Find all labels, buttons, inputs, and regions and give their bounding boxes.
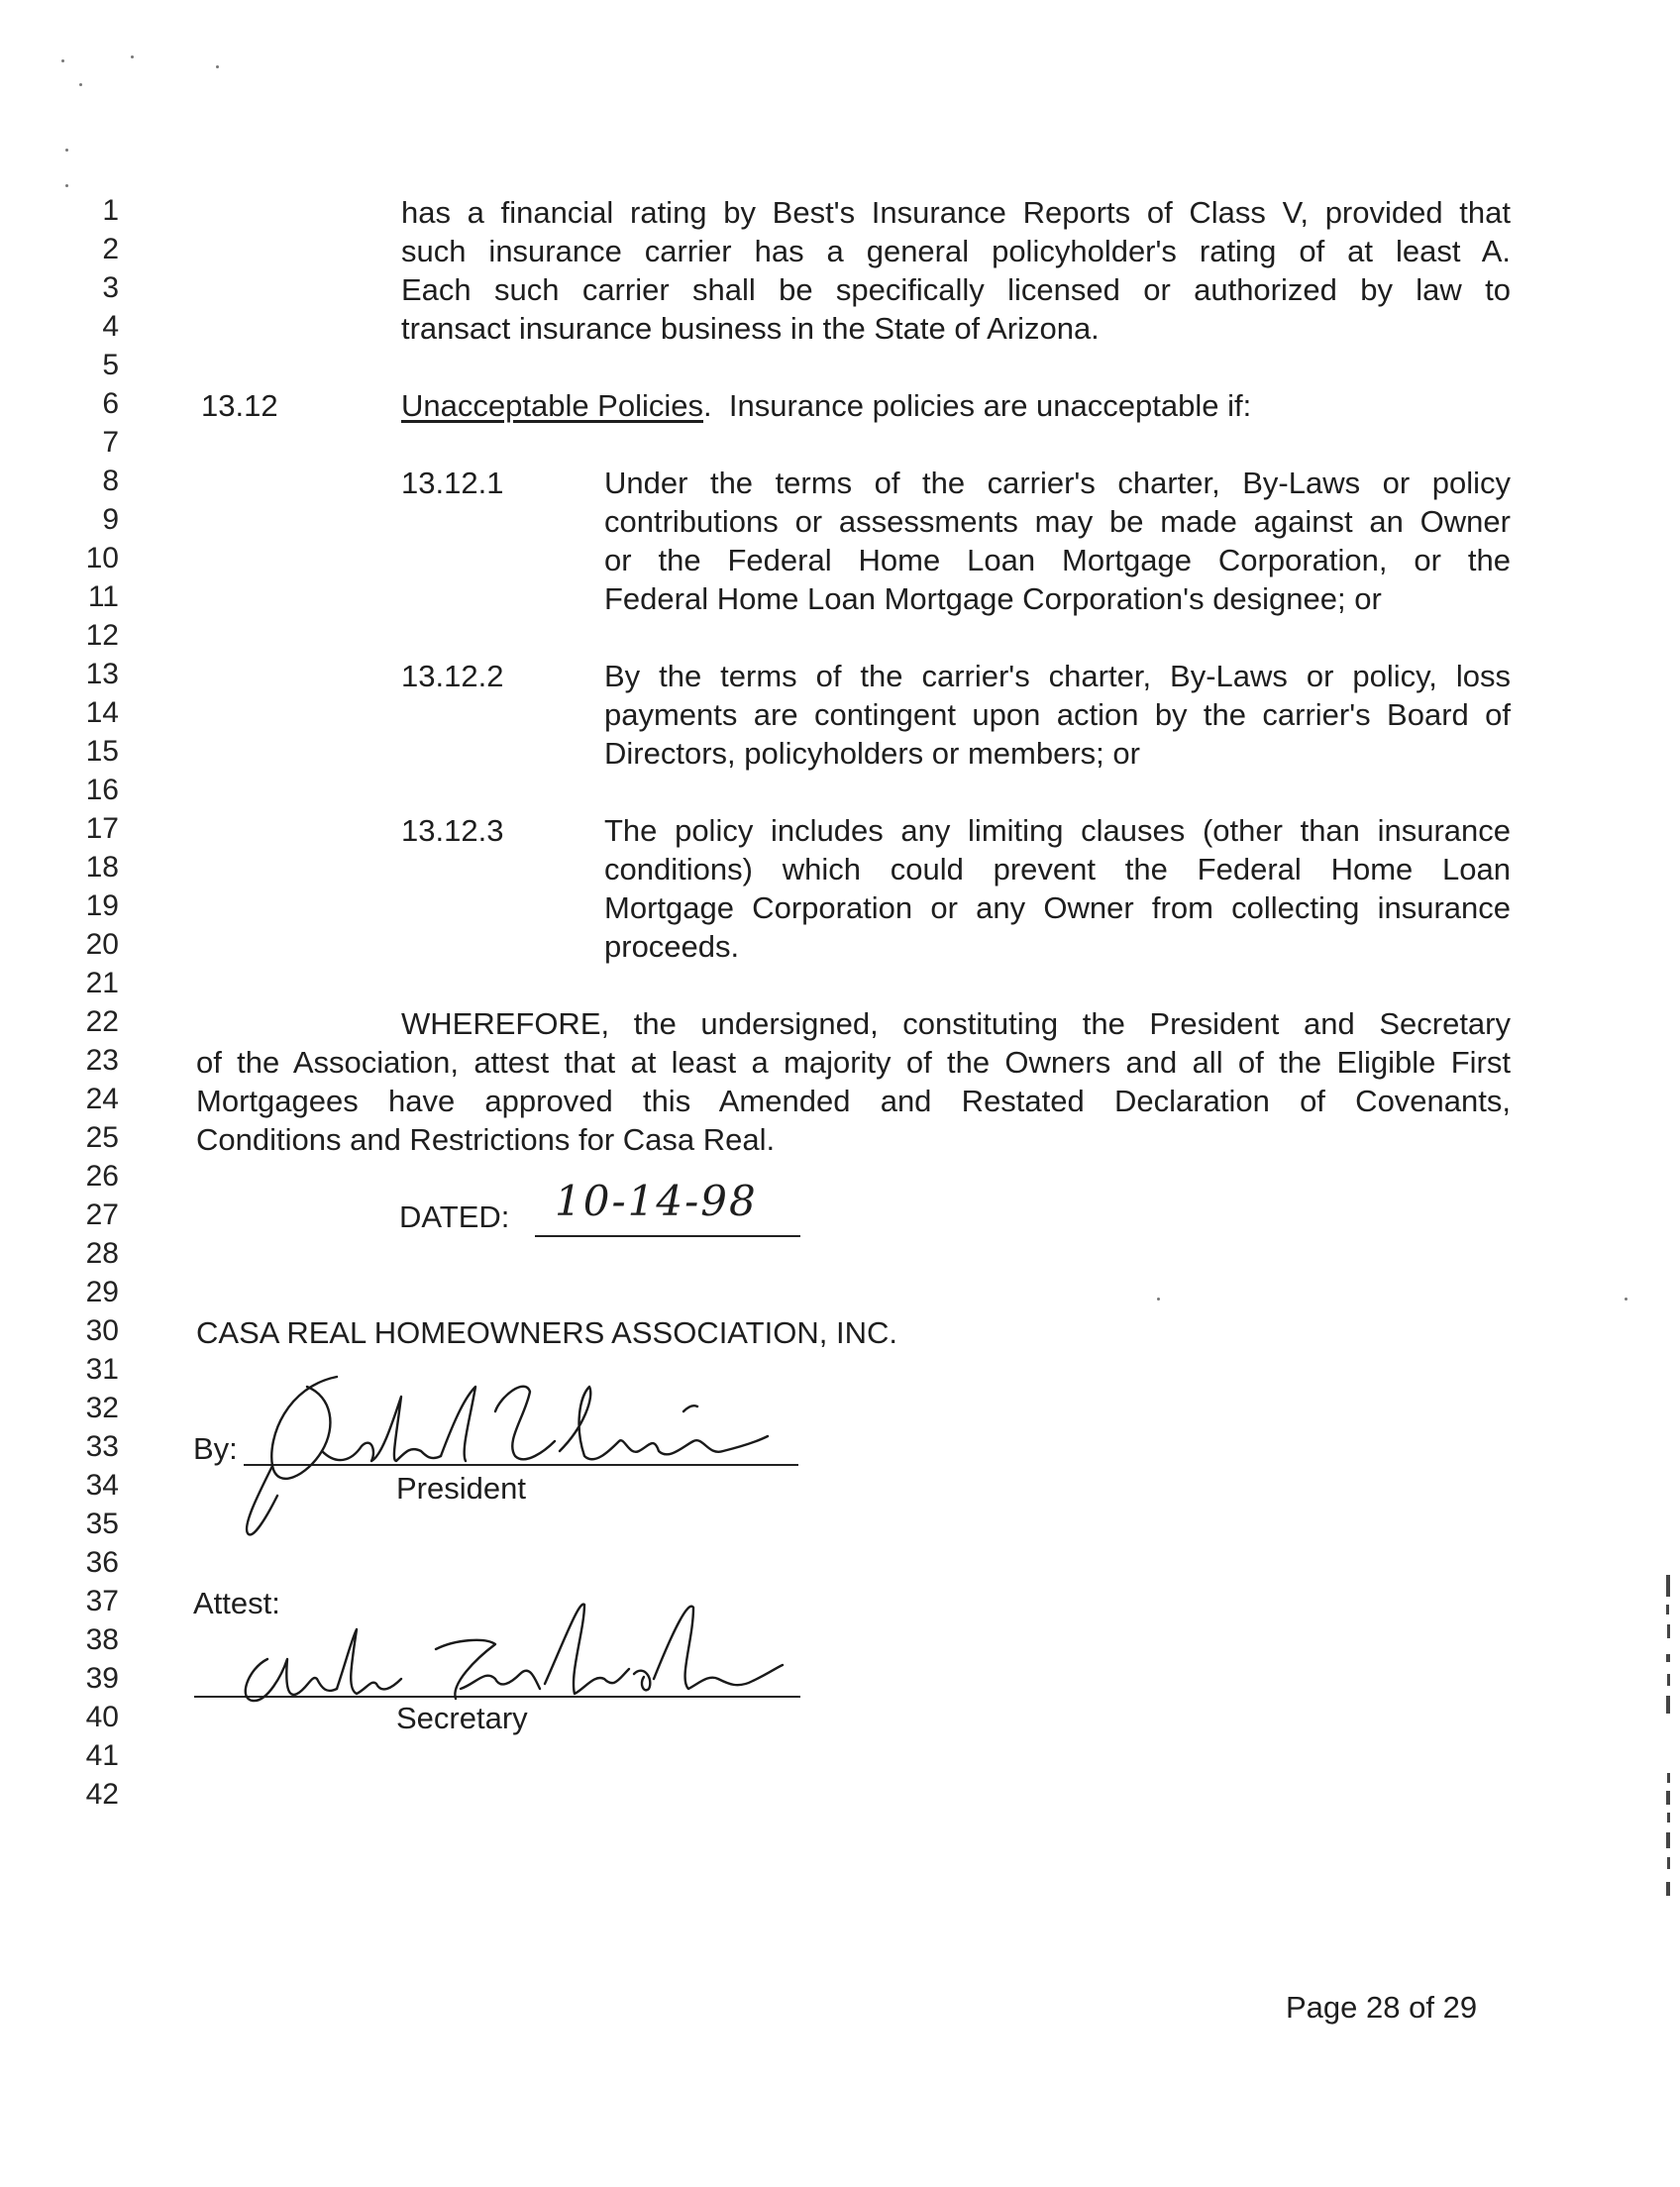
scan-edge-mark	[1667, 1624, 1670, 1638]
scan-edge-mark	[1666, 1696, 1670, 1714]
scan-edge-mark	[1666, 1654, 1670, 1662]
line-number: 3	[102, 271, 119, 304]
section-heading-punct: .	[703, 388, 712, 423]
line-number: 11	[87, 580, 119, 613]
subsection-line: proceeds.	[604, 929, 740, 964]
line-number: 39	[85, 1662, 119, 1695]
scan-speck	[65, 149, 68, 152]
association-name: CASA REAL HOMEOWNERS ASSOCIATION, INC.	[196, 1315, 897, 1350]
intro-line: transact insurance business in the State of Arizona.	[401, 311, 1100, 346]
line-number: 20	[85, 928, 119, 961]
section-number: 13.12	[201, 388, 278, 423]
subsection-line: By the terms of the carrier's charter, By-Laws or policy, loss	[604, 659, 1511, 693]
line-number: 42	[85, 1778, 119, 1811]
subsection-number: 13.12.1	[401, 466, 504, 500]
line-number: 27	[85, 1198, 119, 1231]
secretary-signature	[228, 1590, 802, 1718]
line-number: 4	[102, 310, 119, 343]
scan-speck	[1625, 1298, 1628, 1301]
line-number: 38	[85, 1623, 119, 1656]
section-text: Insurance policies are unacceptable if:	[728, 388, 1252, 423]
line-number: 29	[85, 1276, 119, 1308]
president-title: President	[396, 1471, 526, 1506]
scan-edge-mark	[1666, 1832, 1670, 1848]
intro-line: such insurance carrier has a general policyholder's rating of at least A.	[401, 234, 1511, 268]
scan-speck	[131, 55, 134, 58]
subsection-line: Directors, policyholders or members; or	[604, 736, 1140, 771]
dated-value: 10-14-98	[555, 1177, 758, 1225]
wherefore-line: WHEREFORE, the undersigned, constituting the President and Secretary	[401, 1006, 1511, 1041]
line-number: 10	[85, 542, 119, 574]
line-number: 12	[85, 619, 119, 652]
subsection-line: or the Federal Home Loan Mortgage Corporation, or the	[604, 543, 1511, 577]
line-number: 41	[85, 1739, 119, 1772]
line-number: 18	[85, 851, 119, 884]
intro-line: Each such carrier shall be specifically licensed or authorized by law to	[401, 272, 1511, 307]
scan-edge-mark	[1667, 1857, 1670, 1869]
scan-edge-mark	[1666, 1575, 1670, 1597]
line-number: 23	[85, 1044, 119, 1077]
by-label: By:	[193, 1431, 238, 1466]
wherefore-line: Mortgagees have approved this Amended and Restated Declaration of Covenants,	[196, 1084, 1511, 1118]
line-number: 34	[85, 1469, 119, 1502]
subsection-number: 13.12.3	[401, 813, 504, 848]
line-number: 7	[102, 426, 119, 459]
line-number: 2	[102, 233, 119, 265]
line-number: 5	[102, 349, 119, 381]
scan-speck	[61, 59, 64, 62]
line-number: 14	[85, 696, 119, 729]
subsection-line: Under the terms of the carrier's charter, By-Laws or policy	[604, 466, 1511, 500]
scan-edge-mark	[1667, 1813, 1670, 1822]
scan-speck	[79, 83, 82, 86]
line-number: 22	[85, 1005, 119, 1038]
line-number: 37	[85, 1585, 119, 1617]
subsection-line: conditions) which could prevent the Federal Home Loan	[604, 852, 1511, 886]
scan-speck	[216, 65, 219, 68]
scan-edge-mark	[1666, 1882, 1670, 1896]
line-number: 30	[85, 1314, 119, 1347]
line-number: 19	[85, 889, 119, 922]
scan-edge-mark	[1667, 1674, 1670, 1686]
wherefore-line: of the Association, attest that at least a majority of the Owners and all of the Eligible First	[196, 1045, 1511, 1080]
subsection-line: contributions or assessments may be made against an Owner	[604, 504, 1511, 539]
page-number: Page 28 of 29	[1286, 1990, 1478, 2025]
line-number: 31	[85, 1353, 119, 1386]
line-number: 28	[85, 1237, 119, 1270]
line-number: 24	[85, 1083, 119, 1115]
subsection-line: Mortgage Corporation or any Owner from collecting insurance	[604, 890, 1511, 925]
line-number: 25	[85, 1121, 119, 1154]
section-heading: Unacceptable Policies	[401, 388, 704, 423]
intro-line: has a financial rating by Best's Insurance Reports of Class V, provided that	[401, 195, 1511, 230]
line-number: 13	[85, 658, 119, 690]
scan-edge-mark	[1666, 1791, 1670, 1805]
scan-speck	[1157, 1298, 1160, 1301]
subsection-line: The policy includes any limiting clauses (other than insurance	[604, 813, 1511, 848]
attest-label: Attest:	[193, 1586, 280, 1620]
dated-label: DATED:	[399, 1199, 510, 1234]
line-number: 15	[85, 735, 119, 768]
scan-speck	[65, 184, 68, 187]
scan-edge-mark	[1667, 1773, 1670, 1783]
line-number: 8	[102, 465, 119, 497]
secretary-title: Secretary	[396, 1701, 528, 1735]
line-number: 35	[85, 1508, 119, 1540]
president-signature	[228, 1357, 783, 1545]
line-number: 21	[85, 967, 119, 999]
line-number: 36	[85, 1546, 119, 1579]
line-number: 33	[85, 1430, 119, 1463]
subsection-line: payments are contingent upon action by the carrier's Board of	[604, 697, 1511, 732]
line-number: 1	[102, 194, 119, 227]
line-number: 17	[85, 812, 119, 845]
line-number: 6	[102, 387, 119, 420]
section-heading-line	[401, 389, 1251, 423]
subsection-line: Federal Home Loan Mortgage Corporation's designee; or	[604, 581, 1382, 616]
line-number: 9	[102, 503, 119, 536]
line-number: 26	[85, 1160, 119, 1193]
line-number: 32	[85, 1392, 119, 1424]
wherefore-line: Conditions and Restrictions for Casa Real.	[196, 1122, 776, 1157]
subsection-number: 13.12.2	[401, 659, 504, 693]
dated-line	[535, 1235, 800, 1237]
line-number: 40	[85, 1701, 119, 1733]
line-number: 16	[85, 774, 119, 806]
scan-edge-mark	[1666, 1605, 1669, 1614]
